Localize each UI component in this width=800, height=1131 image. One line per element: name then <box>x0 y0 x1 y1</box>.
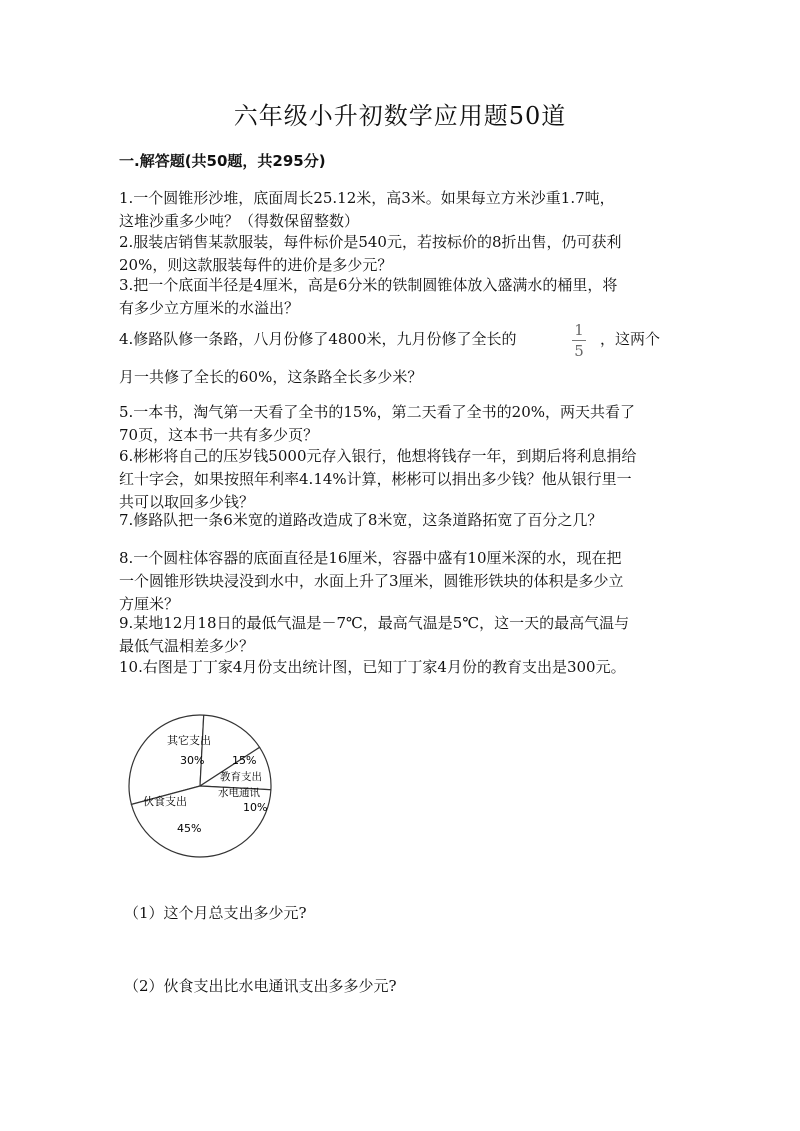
question-3 <box>119 274 679 320</box>
question-line: 最低气温相差多少？ <box>119 637 255 655</box>
question-line: 方厘米？ <box>119 595 180 613</box>
question-line: 70页，这本书一共有多少页？ <box>119 426 319 444</box>
page-title: 六年级小升初数学应用题50道 <box>233 102 567 130</box>
question-line: 这堆沙重多少吨？（得数保留整数） <box>119 212 360 230</box>
pie-label-utilities: 水电通讯 <box>218 787 260 799</box>
question-10 <box>119 656 679 679</box>
question-line: 红十字会，如果按照年利率4.14%计算，彬彬可以捐出多少钱？他从银行里一 <box>119 470 632 488</box>
question-7 <box>119 509 679 532</box>
question-line: 3.把一个底面半径是4厘米，高是6分米的铁制圆锥体放入盛满水的桶里，将 <box>119 276 618 294</box>
section-heading: 一.解答题(共50题，共295分) <box>119 152 326 170</box>
pie-percent-food: 45% <box>177 822 202 835</box>
fraction-denominator: 5 <box>574 342 584 360</box>
question-line: 5.一本书，淘气第一天看了全书的15%，第二天看了全书的20%，两天共看了 <box>119 403 635 421</box>
question-5 <box>119 401 679 447</box>
sub-question-1: （1）这个月总支出多少元? <box>124 904 307 922</box>
question-8 <box>119 547 679 616</box>
question-4-line-2: 月一共修了全长的60%，这条路全长多少米？ <box>119 368 423 386</box>
question-line: 9.某地12月18日的最低气温是－7℃，最高气温是5℃，这一天的最高气温与 <box>119 614 630 632</box>
expense-pie-chart <box>120 708 290 868</box>
question-4-line-1-start: 4.修路队修一条路，八月份修了4800米，九月份修了全长的 <box>119 330 517 348</box>
fraction-one-fifth <box>569 322 589 359</box>
question-2 <box>119 231 679 277</box>
question-line: 2.服装店销售某款服装，每件标价是540元，若按标价的8折出售，仍可获利 <box>119 233 622 251</box>
pie-label-other: 其它支出 <box>167 734 211 747</box>
question-line: 10.右图是丁丁家4月份支出统计图，已知丁丁家4月份的教育支出是300元。 <box>119 658 626 676</box>
question-line: 有多少立方厘米的水溢出？ <box>119 299 300 317</box>
question-line: 20%，则这款服装每件的进价是多少元？ <box>119 256 393 274</box>
question-line: 一个圆锥形铁块浸没到水中，水面上升了3厘米，圆锥形铁块的体积是多少立 <box>119 572 624 590</box>
pie-label-food: 伙食支出 <box>143 795 187 808</box>
question-line: 1.一个圆锥形沙堆，底面周长25.12米，高3米。如果每立方米沙重1.7吨， <box>119 189 615 207</box>
question-9 <box>119 612 679 658</box>
fraction-numerator: 1 <box>574 321 584 339</box>
question-4-line-1-end: ，这两个 <box>600 330 661 348</box>
fraction-bar <box>572 340 586 341</box>
pie-percent-other: 30% <box>180 754 205 767</box>
pie-percent-education: 15% <box>232 754 257 767</box>
pie-label-education: 教育支出 <box>220 771 262 783</box>
question-line: 7.修路队把一条6米宽的道路改造成了8米宽，这条道路拓宽了百分之几？ <box>119 511 603 529</box>
question-line: 6.彬彬将自己的压岁钱5000元存入银行，他想将钱存一年，到期后将利息捐给 <box>119 447 637 465</box>
question-line: 8.一个圆柱体容器的底面直径是16厘米，容器中盛有10厘米深的水，现在把 <box>119 549 622 567</box>
question-line: 共可以取回多少钱？ <box>119 493 255 511</box>
pie-percent-utilities: 10% <box>243 801 268 814</box>
question-1 <box>119 187 679 233</box>
question-6 <box>119 445 679 514</box>
sub-question-2: （2）伙食支出比水电通讯支出多多少元? <box>124 977 397 995</box>
